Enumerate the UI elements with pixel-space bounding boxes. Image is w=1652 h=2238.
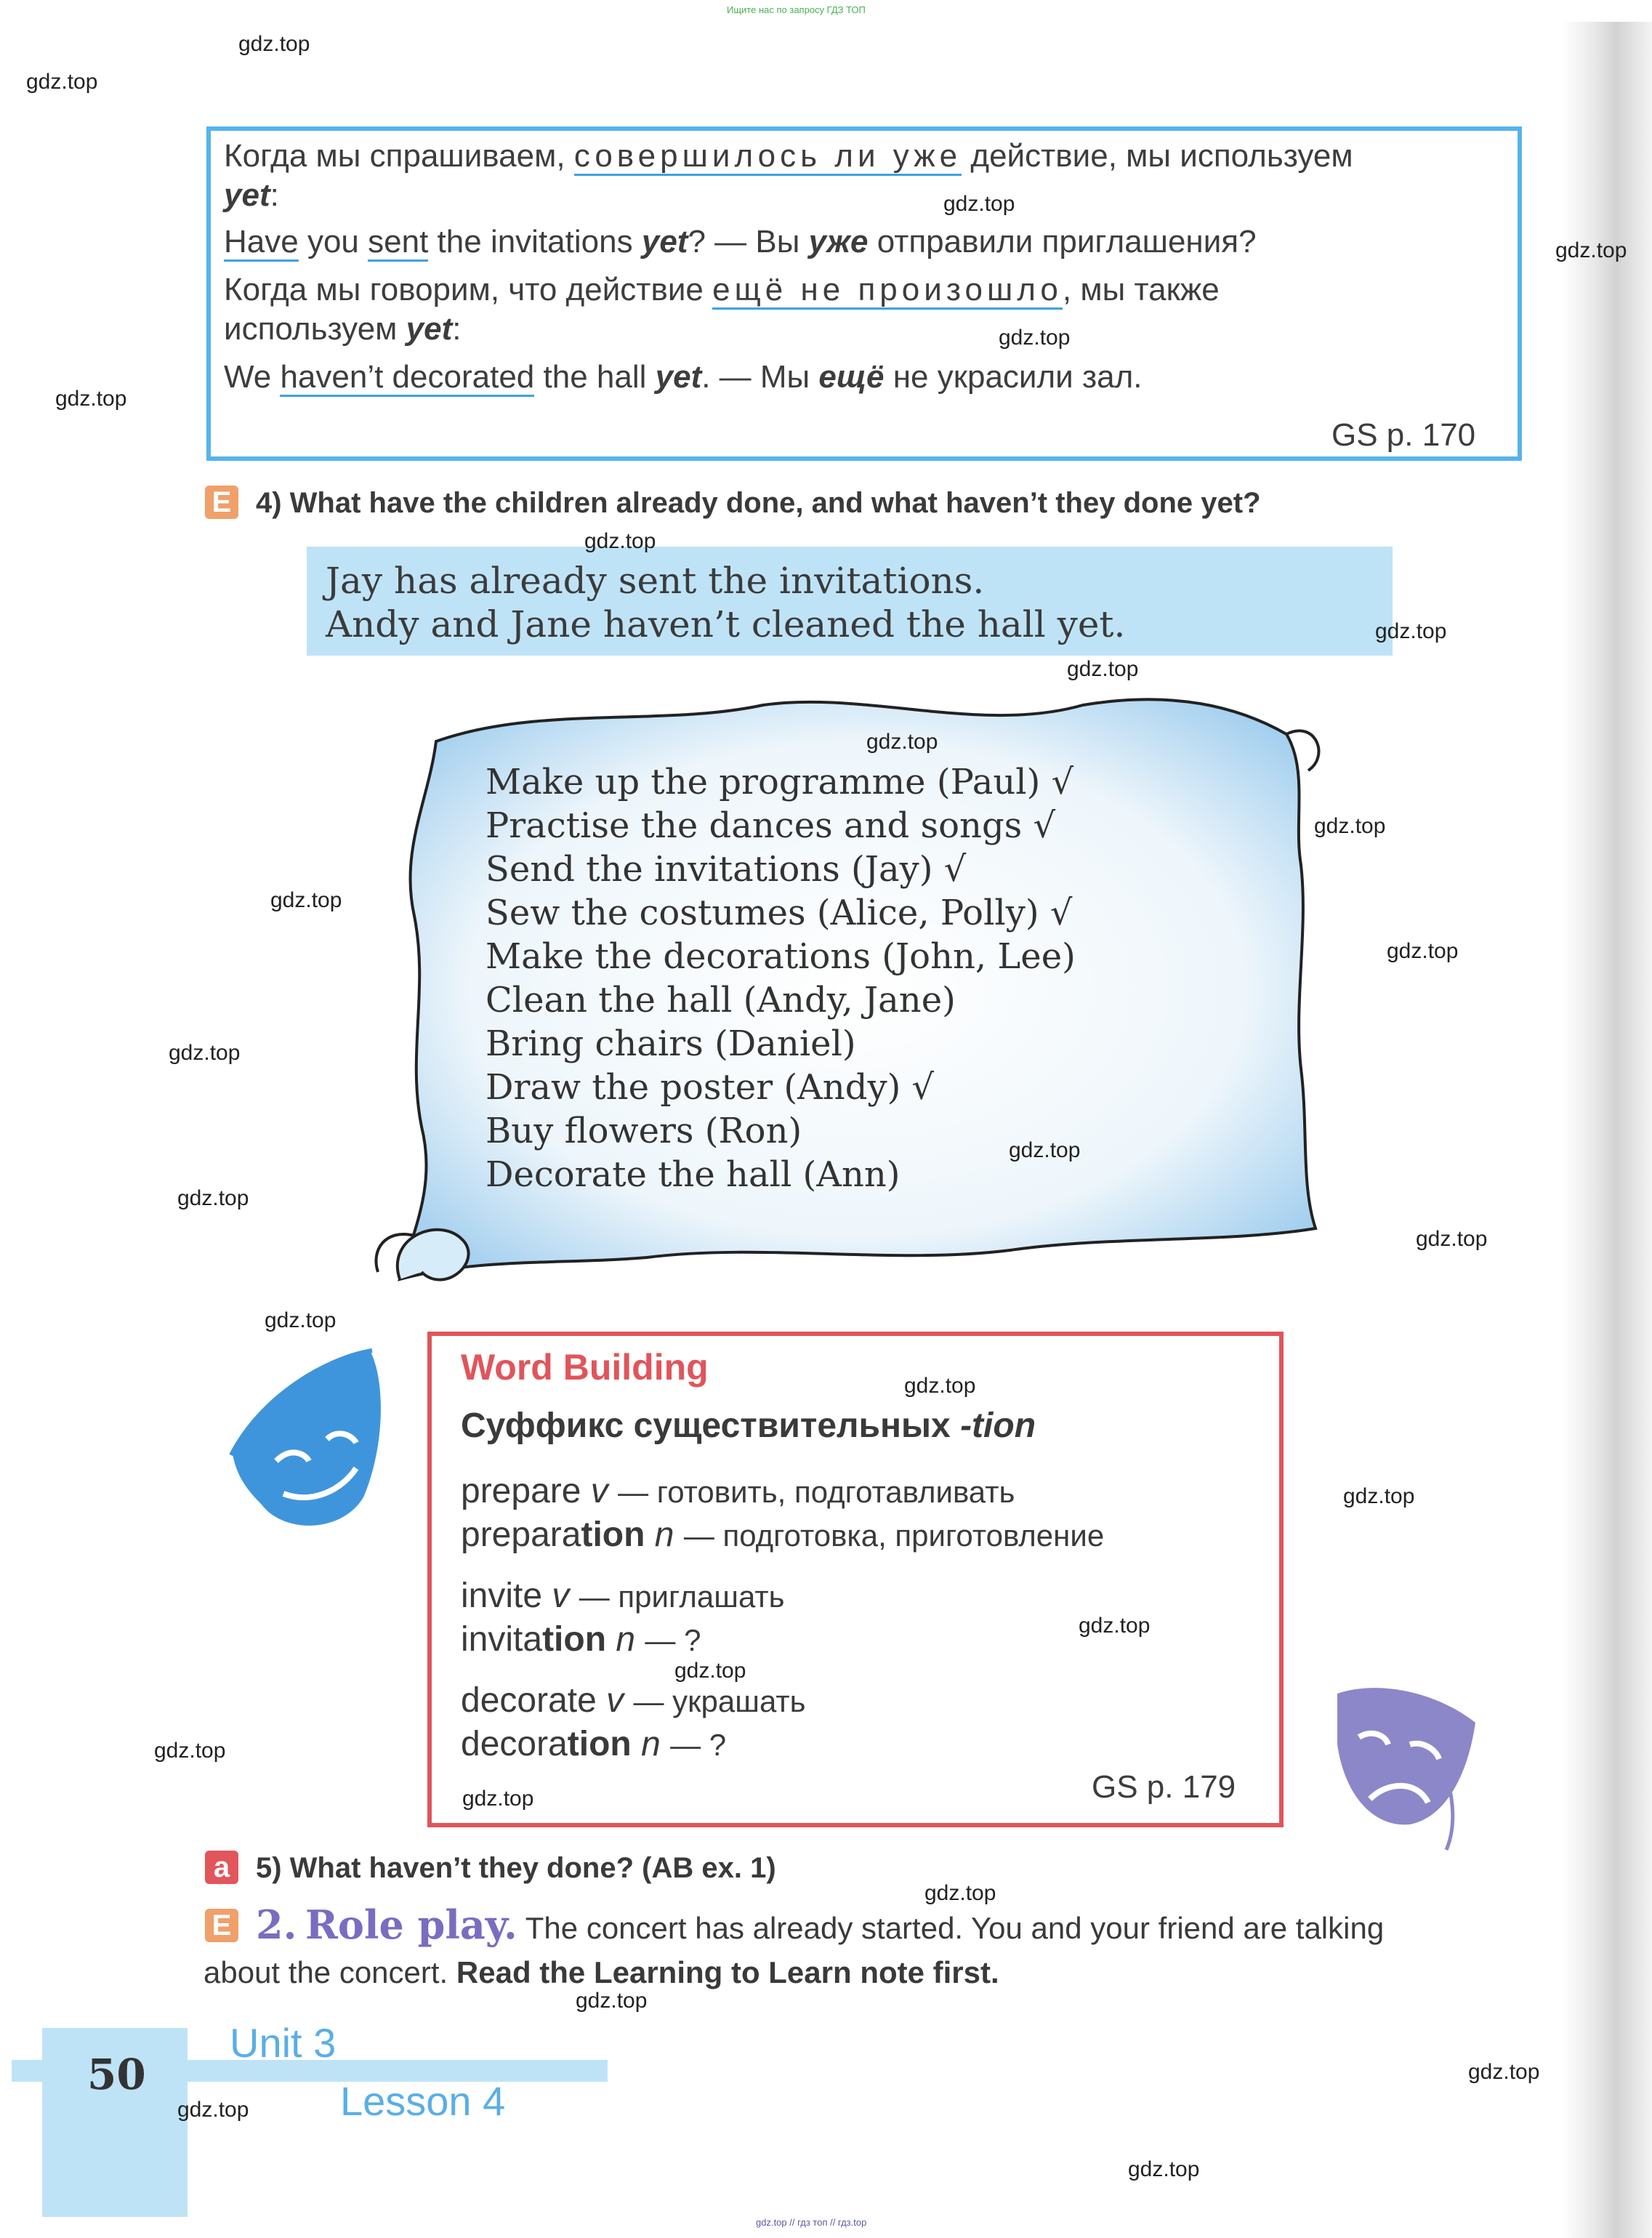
watermark: gdz.top (26, 70, 98, 94)
todo-item: Practise the dances and songs √ (485, 805, 1056, 846)
header-note: Ищите нас по запросу ГДЗ ТОП (727, 4, 866, 15)
watermark: gdz.top (55, 387, 127, 411)
watermark: gdz.top (270, 888, 342, 912)
todo-item: Draw the poster (Andy) √ (485, 1067, 935, 1108)
rule-line-5: используем yet: (224, 311, 462, 347)
todo-item: Make the decorations (John, Lee) (485, 936, 1076, 977)
todo-item: Buy flowers (Ron) (485, 1111, 802, 1151)
role-play-line-2: about the concert. Read the Learning to Learn note first. (204, 1955, 999, 1989)
word-line-decoration: decoration n — ? (461, 1725, 727, 1763)
lesson-label: Lesson 4 (340, 2078, 506, 2124)
watermark: gdz.top (943, 192, 1015, 216)
word-building-title: Word Building (461, 1347, 709, 1388)
exercise-a-icon: a (205, 1851, 238, 1884)
todo-item: Make up the programme (Paul) √ (485, 762, 1074, 802)
rule-line-4: Когда мы говорим, что действие ещё не произошло, мы также (224, 272, 1220, 308)
watermark: gdz.top (1067, 657, 1139, 681)
watermark: gdz.top (1079, 1614, 1151, 1638)
watermark: gdz.top (1416, 1227, 1488, 1251)
todo-item: Sew the costumes (Alice, Polly) √ (485, 893, 1073, 933)
exercise-5-title: 5) What haven’t they done? (AB ex. 1) (256, 1852, 776, 1884)
watermark: gdz.top (866, 730, 938, 754)
watermark: gdz.top (1375, 619, 1447, 643)
watermark: gdz.top (1314, 814, 1386, 838)
example-line-2: Andy and Jane haven’t cleaned the hall yet. (326, 603, 1126, 645)
watermark: gdz.top (904, 1374, 976, 1398)
watermark: gdz.top (1387, 939, 1459, 963)
tragedy-mask-icon (1330, 1679, 1483, 1853)
todo-item: Bring chairs (Daniel) (485, 1023, 856, 1064)
watermark: gdz.top (154, 1739, 226, 1763)
watermark: gdz.top (999, 326, 1071, 350)
rule-line-2: yet: (224, 177, 279, 213)
watermark: gdz.top (576, 1989, 648, 2013)
watermark: gdz.top (1468, 2060, 1540, 2084)
exercise-4-title: 4) What have the children already done, and what haven’t they done yet? (256, 487, 1261, 519)
rule-line-6: We haven’t decorated the hall yet. — Мы ещё не украсили зал. (224, 359, 1143, 395)
word-line-invitation: invitation n — ? (461, 1620, 701, 1659)
page-number: 50 (87, 2050, 146, 2099)
watermark: gdz.top (238, 32, 310, 56)
exercise-e-icon: E (205, 486, 238, 519)
watermark: gdz.top (674, 1659, 746, 1683)
word-line-decorate: decorate v — украшать (461, 1681, 806, 1720)
watermark: gdz.top (169, 1041, 241, 1065)
watermark: gdz.top (177, 1186, 249, 1210)
watermark: gdz.top (924, 1881, 996, 1905)
watermark: gdz.top (584, 529, 656, 553)
exercise-e-icon: E (205, 1909, 238, 1942)
todo-item: Send the invitations (Jay) √ (485, 849, 967, 890)
unit-label: Unit 3 (230, 2020, 337, 2066)
watermark: gdz.top (1128, 2157, 1200, 2181)
todo-item: Clean the hall (Andy, Jane) (485, 980, 956, 1021)
watermark: gdz.top (1009, 1138, 1081, 1162)
word-line-preparation: preparation n — подготовка, приготовление (461, 1516, 1105, 1554)
watermark: gdz.top (177, 2098, 249, 2122)
example-line-1: Jay has already sent the invitations. (326, 560, 985, 602)
page-gutter-shadow (1563, 22, 1652, 2238)
rule-line-3: Have you sent the invitations yet? — Вы уже отправили приглашения? (224, 224, 1257, 260)
todo-item: Decorate the hall (Ann) (485, 1154, 900, 1195)
word-building-subtitle: Суффикс существительных -tion (461, 1406, 1036, 1445)
watermark: gdz.top (1555, 238, 1627, 262)
rule-grammar-reference: GS p. 170 (1331, 417, 1476, 453)
word-line-invite: invite v — приглашать (461, 1577, 785, 1615)
watermark: gdz.top (462, 1787, 534, 1811)
word-line-prepare: prepare v — готовить, подготавливать (461, 1472, 1015, 1510)
watermark: gdz.top (1343, 1484, 1415, 1508)
footer-note: gdz.top // гдз топ // гдз.top (756, 2217, 867, 2228)
watermark: gdz.top (265, 1308, 337, 1332)
rule-line-1: Когда мы спрашиваем, совершилось ли уже действие, мы используем (224, 138, 1353, 174)
comedy-mask-icon (218, 1337, 392, 1541)
role-play-line-1: 2. Role play. The concert has already started. You and your friend are talking (256, 1901, 1385, 1948)
word-building-grammar-reference: GS p. 179 (1092, 1769, 1236, 1805)
rule-underlined-phrase: совершилось ли уже (574, 138, 962, 176)
